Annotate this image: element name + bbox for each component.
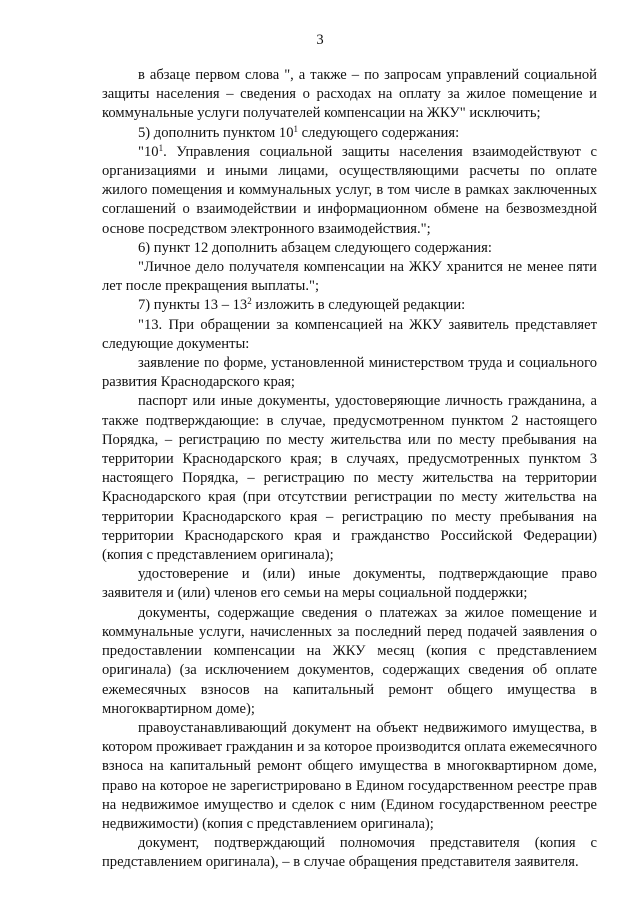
- paragraph-text: следующего содержания:: [298, 124, 460, 141]
- paragraph-text: 7) пункты 13 – 13: [138, 297, 248, 314]
- paragraph-text: правоустанавливающий документ на объект недвижимого имущества, в котором проживает гражданин и за которое производится оплата ежемесячного взноса на капитальный ремонт общего имущества в многоквартирном доме, право на которое не зарегистрировано в Едином государственном реестре прав на недвижимое имущество и сделок с ним (Едином государственном реестре недвижимости) (копия с представлением оригинала);: [102, 719, 597, 832]
- paragraph-9: [102, 392, 597, 565]
- paragraph-2: [102, 124, 597, 143]
- superscript: 1: [293, 123, 299, 134]
- paragraph-text: паспорт или иные документы, удостоверяющие личность гражданина, а также подтверждающие: в случае, предусмотренном пунктом 2 настоящего Порядка, – регистрацию по месту жительства или по месту пребывания на территории Краснодарского края; в случаях, предусмотренных пунктом 3 настоящего Порядка, – регистрацию по месту жительства на территории Краснодарского края (при отсутствии регистрации по месту жительства на территории Краснодарского края – регистрацию по месту пребывания на территории Краснодарского края и гражданство Российской Федерации) (копия с представлением оригинала);: [102, 393, 597, 564]
- superscript: 1: [158, 142, 164, 153]
- paragraph-12: [102, 719, 597, 834]
- paragraph-text: "13. При обращении за компенсацией на ЖКУ заявитель представляет следующие документы:: [102, 316, 597, 352]
- paragraph-text: . Управления социальной защиты населения взаимодействуют с организациями и иными лицами, осуществляющими расчеты по оплате жилого помещения и коммунальных услуг, в том числе в рамках заключенных соглашений о взаимодействии и информационном обмене на безвозмездной основе посредством электронного взаимодействия.";: [102, 143, 597, 237]
- paragraph-6: [102, 296, 597, 315]
- paragraph-10: [102, 565, 597, 603]
- paragraph-8: [102, 354, 597, 392]
- paragraph-text: 6) пункт 12 дополнить абзацем следующего содержания:: [138, 239, 492, 256]
- paragraph-text: документы, содержащие сведения о платежах за жилое помещение и коммунальные услуги, начисленных за последний перед подачей заявления о предоставлении компенсации на ЖКУ месяц (копия с представлением оригинала) (за исключением документов, содержащих сведения об оплате ежемесячных взносов на капитальный ремонт общего имущества в многоквартирном доме);: [102, 604, 597, 717]
- paragraph-text: "Личное дело получателя компенсации на ЖКУ хранится не менее пяти лет после прекращения выплаты.";: [102, 259, 597, 295]
- superscript: 2: [247, 296, 252, 307]
- paragraph-text: "10: [138, 143, 159, 160]
- paragraph-text: удостоверение и (или) иные документы, подтверждающие право заявителя и (или) членов его семьи на меры социальной поддержки;: [102, 566, 597, 602]
- paragraph-5: [102, 258, 597, 296]
- paragraph-text: заявление по форме, установленной министерством труда и социального развития Краснодарского края;: [102, 355, 597, 391]
- paragraph-11: [102, 604, 597, 719]
- paragraph-7: [102, 316, 597, 354]
- paragraph-text: в абзаце первом слова ", а также – по запросам управлений социальной защиты населения – сведения о расходах на оплату за жилое помещение и коммунальные услуги получателей компенсации на ЖКУ" исключить;: [102, 67, 597, 122]
- page-number: 3: [316, 32, 324, 48]
- paragraph-text: 5) дополнить пунктом 10: [138, 124, 294, 141]
- paragraph-1: [102, 66, 597, 124]
- paragraph-text: изложить в следующей редакции:: [251, 297, 466, 314]
- paragraph-4: [102, 239, 597, 258]
- paragraph-3: [102, 143, 597, 239]
- paragraph-13: [102, 834, 597, 872]
- paragraph-text: документ, подтверждающий полномочия представителя (копия с представлением оригинала), – в случае обращения представителя заявителя.: [102, 835, 597, 871]
- document-body: [102, 66, 597, 873]
